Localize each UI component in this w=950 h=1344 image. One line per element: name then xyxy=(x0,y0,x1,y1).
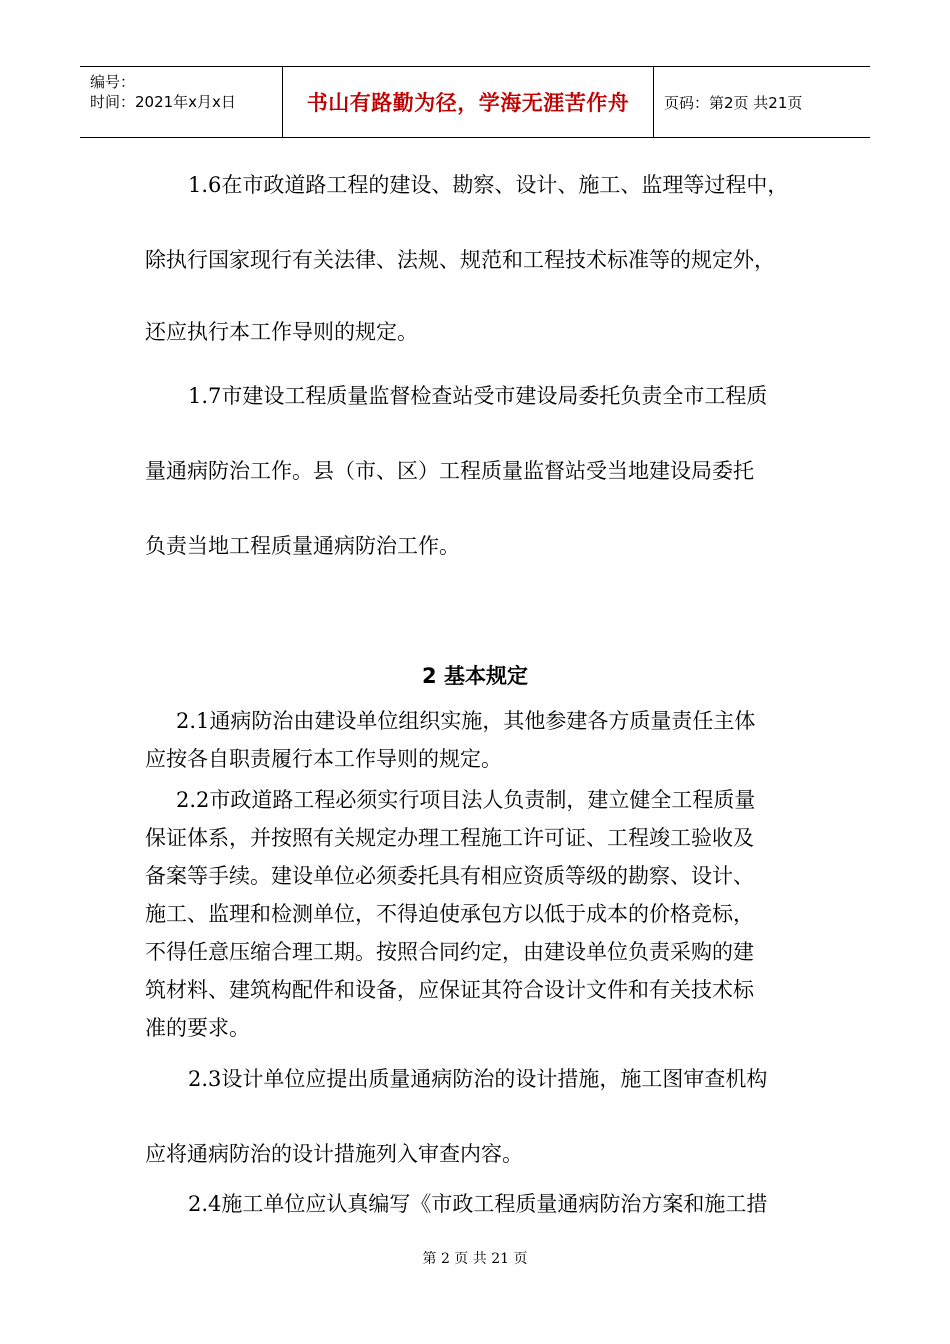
paragraph-line: 施工、监理和检测单位，不得迫使承包方以低于成本的价格竞标， xyxy=(145,902,754,926)
paragraph-line: 负责当地工程质量通病防治工作。 xyxy=(145,534,460,558)
serial-number-label: 编号： xyxy=(90,73,136,91)
paragraph-line: 筑材料、建筑构配件和设备，应保证其符合设计文件和有关技术标 xyxy=(145,978,754,1002)
date-label: 时间：2021年x月x日 xyxy=(90,93,236,111)
header-meta-cell xyxy=(80,67,283,137)
paragraph-line: 2.1通病防治由建设单位组织实施，其他参建各方质量责任主体 xyxy=(176,709,756,733)
paragraph-line: 2.2市政道路工程必须实行项目法人负责制，建立健全工程质量 xyxy=(176,788,756,812)
paragraph-line: 2.4施工单位应认真编写《市政工程质量通病防治方案和施工措 xyxy=(188,1192,768,1216)
paragraph-line: 2.3设计单位应提出质量通病防治的设计措施，施工图审查机构 xyxy=(188,1067,768,1091)
section-heading: 2 基本规定 xyxy=(422,664,528,688)
paragraph-line: 还应执行本工作导则的规定。 xyxy=(145,320,418,344)
header-page-cell xyxy=(654,67,870,137)
paragraph-line: 1.6在市政道路工程的建设、勘察、设计、施工、监理等过程中， xyxy=(188,173,789,197)
paragraph-line: 应将通病防治的设计措施列入审查内容。 xyxy=(145,1142,523,1166)
paragraph-line: 保证体系，并按照有关规定办理工程施工许可证、工程竣工验收及 xyxy=(145,826,754,850)
document-header xyxy=(80,66,870,138)
page-footer: 第 2 页 共 21 页 xyxy=(422,1251,528,1267)
header-motto-cell xyxy=(283,67,654,137)
paragraph-line: 量通病防治工作。县（市、区）工程质量监督站受当地建设局委托 xyxy=(145,459,754,483)
paragraph-line: 1.7市建设工程质量监督检查站受市建设局委托负责全市工程质 xyxy=(188,384,768,408)
paragraph-line: 应按各自职责履行本工作导则的规定。 xyxy=(145,747,502,771)
paragraph-line: 除执行国家现行有关法律、法规、规范和工程技术标准等的规定外， xyxy=(145,248,775,272)
page-info: 页码：第2页 共21页 xyxy=(664,93,803,112)
paragraph-line: 备案等手续。建设单位必须委托具有相应资质等级的勘察、设计、 xyxy=(145,864,754,888)
paragraph-line: 不得任意压缩合理工期。按照合同约定，由建设单位负责采购的建 xyxy=(145,940,754,964)
paragraph-line: 准的要求。 xyxy=(145,1016,250,1040)
motto-text: 书山有路勤为径，学海无涯苦作舟 xyxy=(306,91,630,115)
